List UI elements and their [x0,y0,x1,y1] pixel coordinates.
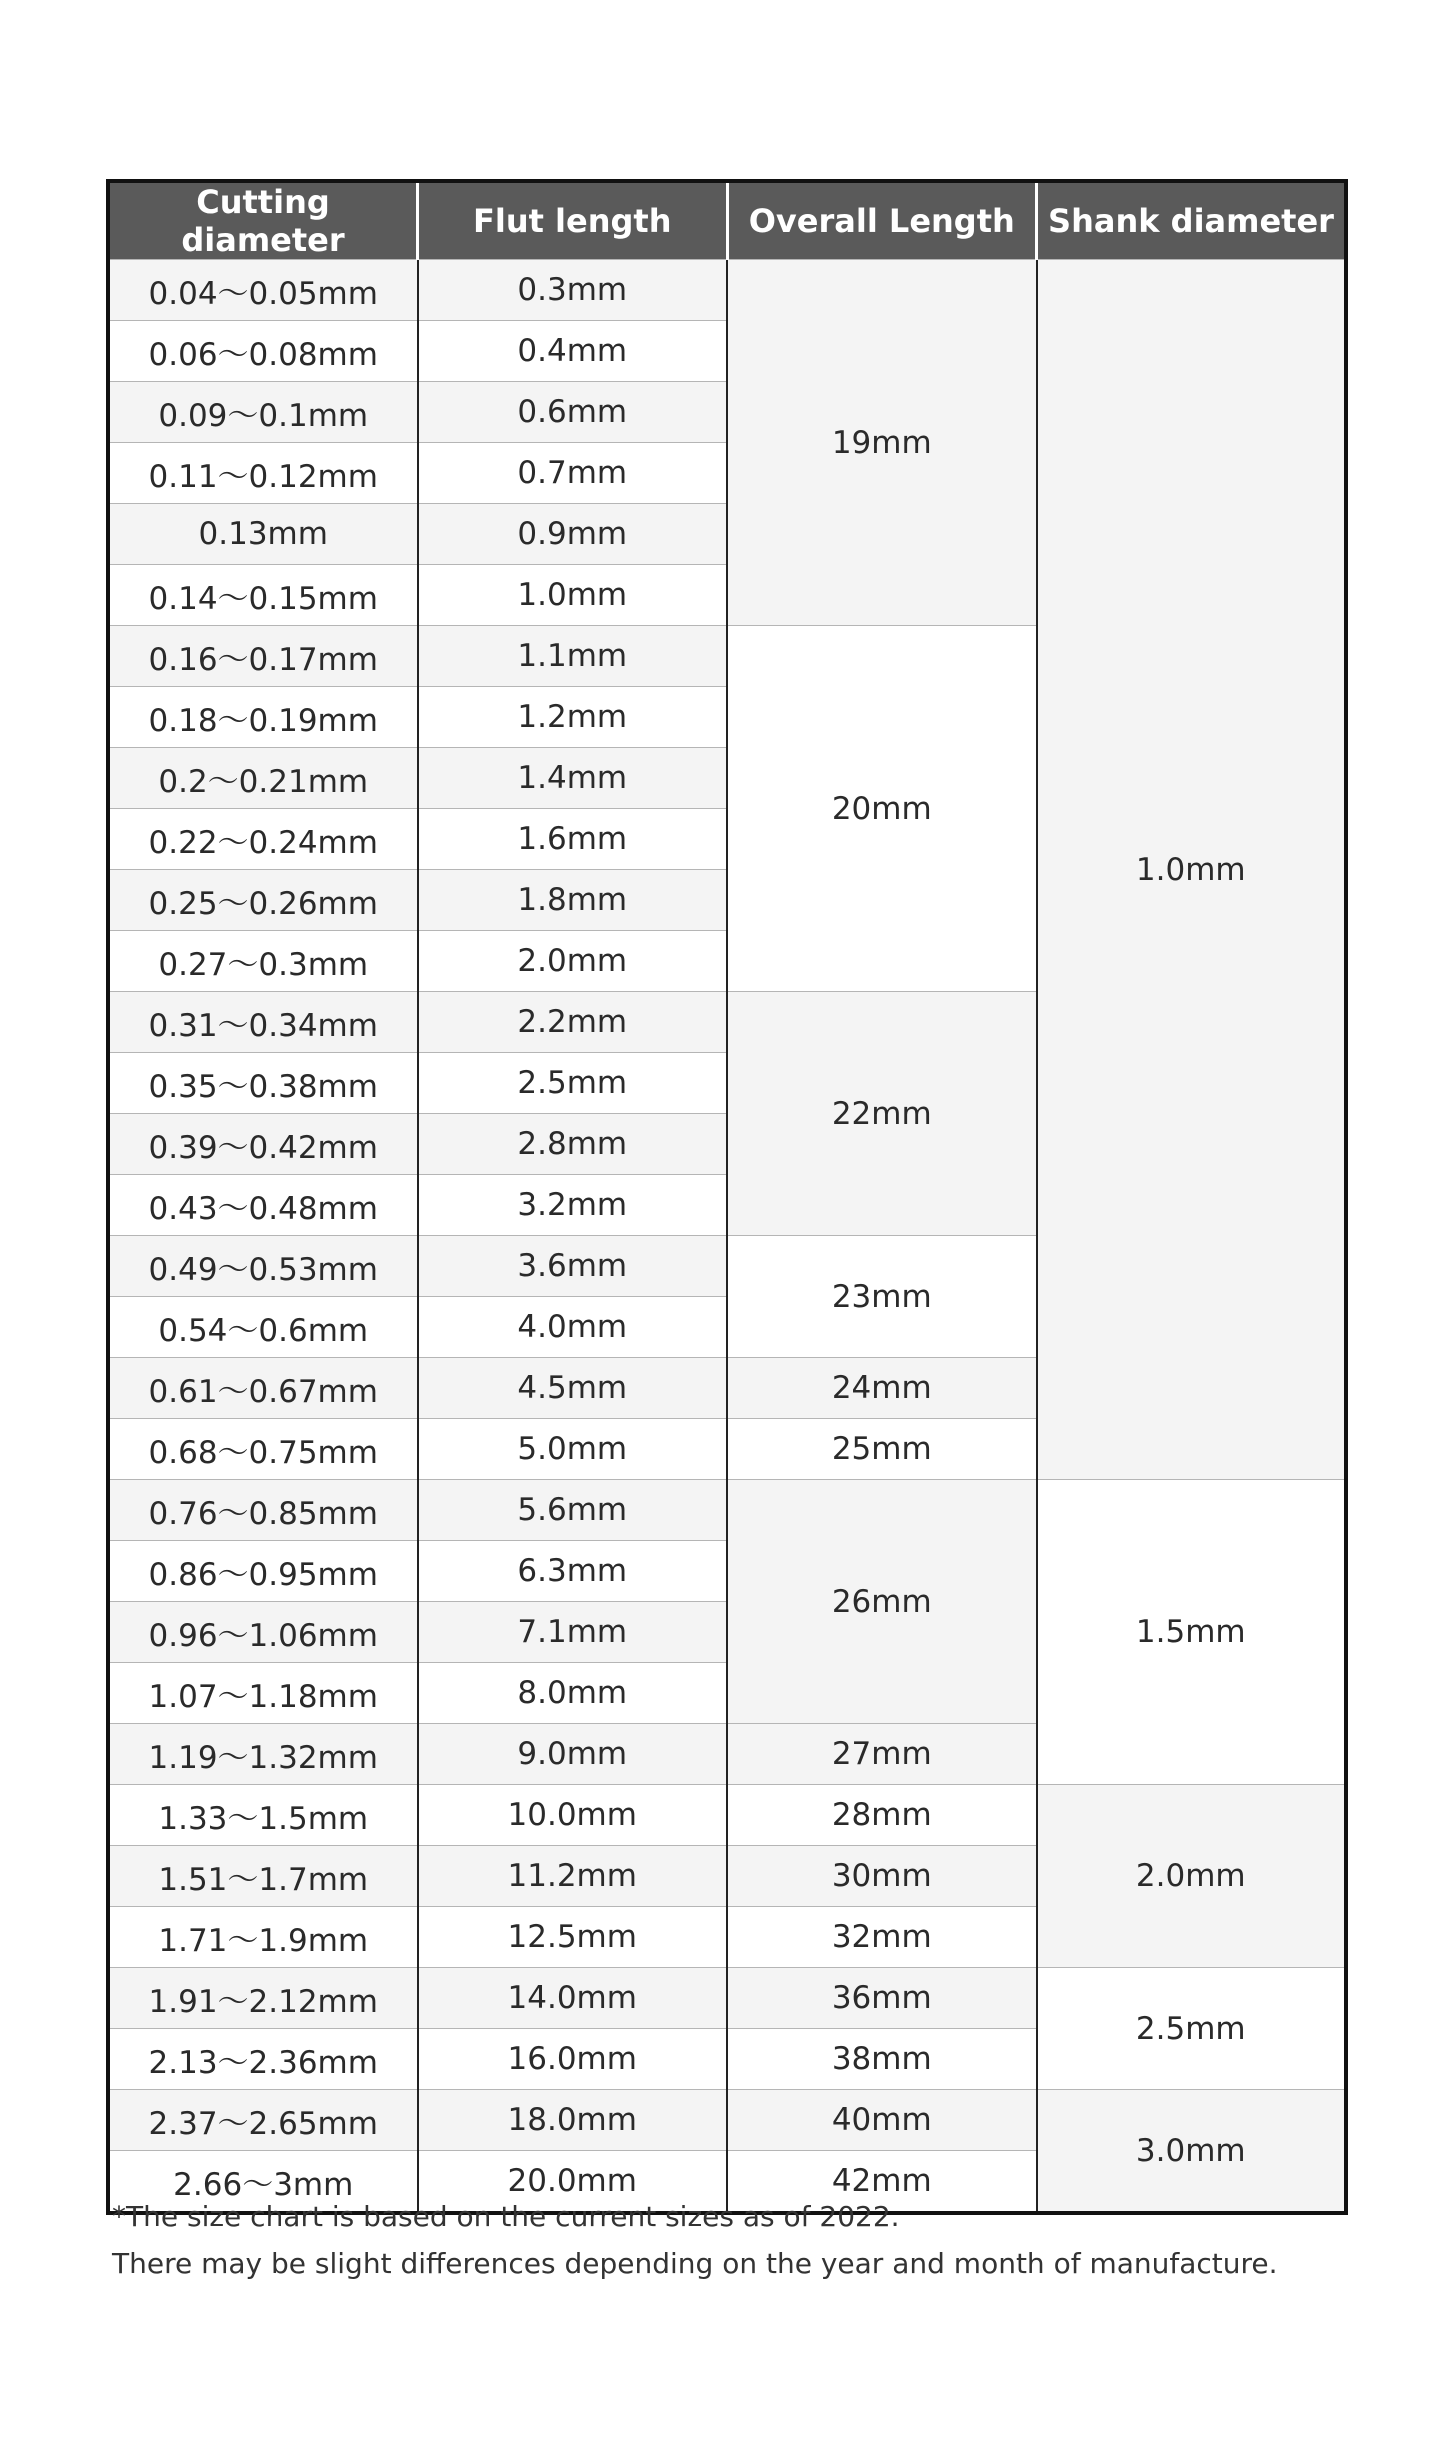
cutting-diameter-cell: 1.71～1.9mm [108,1907,418,1968]
shank-diameter-cell: 2.5mm [1037,1968,1347,2090]
flute-length-cell: 1.1mm [418,626,728,687]
cutting-diameter-cell: 0.18～0.19mm [108,687,418,748]
table-body [108,260,1346,2214]
cutting-diameter-cell: 0.54～0.6mm [108,1297,418,1358]
overall-length-cell: 25mm [727,1419,1037,1480]
overall-length-cell: 40mm [727,2090,1037,2151]
cutting-diameter-cell: 1.91～2.12mm [108,1968,418,2029]
flute-length-cell: 1.2mm [418,687,728,748]
flute-length-cell: 18.0mm [418,2090,728,2151]
flute-length-cell: 5.0mm [418,1419,728,1480]
cutting-diameter-cell: 0.86～0.95mm [108,1541,418,1602]
cutting-diameter-cell: 0.06～0.08mm [108,321,418,382]
cutting-diameter-cell: 0.68～0.75mm [108,1419,418,1480]
cutting-diameter-cell: 0.76～0.85mm [108,1480,418,1541]
flute-length-cell: 4.5mm [418,1358,728,1419]
flute-length-cell: 2.0mm [418,931,728,992]
cutting-diameter-cell: 0.13mm [108,504,418,565]
overall-length-cell: 42mm [727,2151,1037,2214]
cutting-diameter-cell: 0.22～0.24mm [108,809,418,870]
flute-length-cell: 0.3mm [418,260,728,321]
flute-length-cell: 1.0mm [418,565,728,626]
overall-length-cell: 38mm [727,2029,1037,2090]
footnote-size-chart: *The size chart is based on the current sizes as of 2022. [112,2200,900,2233]
table-row [108,1785,1346,1846]
cutting-diameter-cell: 0.61～0.67mm [108,1358,418,1419]
overall-length-cell: 20mm [727,626,1037,992]
size-chart-table [106,179,1348,2215]
flute-length-cell: 2.5mm [418,1053,728,1114]
table-row [108,2090,1346,2151]
shank-diameter-cell: 1.0mm [1037,260,1347,1480]
cutting-diameter-cell: 1.19～1.32mm [108,1724,418,1785]
flute-length-cell: 10.0mm [418,1785,728,1846]
flute-length-cell: 1.8mm [418,870,728,931]
cutting-diameter-cell: 0.11～0.12mm [108,443,418,504]
table-header-row [108,181,1346,260]
flute-length-cell: 8.0mm [418,1663,728,1724]
flute-length-cell: 0.9mm [418,504,728,565]
overall-length-cell: 23mm [727,1236,1037,1358]
shank-diameter-cell: 3.0mm [1037,2090,1347,2214]
cutting-diameter-cell: 2.13～2.36mm [108,2029,418,2090]
cutting-diameter-cell: 0.35～0.38mm [108,1053,418,1114]
flute-length-cell: 3.2mm [418,1175,728,1236]
cutting-diameter-cell: 0.25～0.26mm [108,870,418,931]
flute-length-cell: 1.6mm [418,809,728,870]
table-row [108,1480,1346,1541]
cutting-diameter-cell: 0.04～0.05mm [108,260,418,321]
cutting-diameter-cell: 0.2～0.21mm [108,748,418,809]
flute-length-cell: 7.1mm [418,1602,728,1663]
flute-length-cell: 12.5mm [418,1907,728,1968]
flute-length-cell: 11.2mm [418,1846,728,1907]
cutting-diameter-cell: 0.49～0.53mm [108,1236,418,1297]
flute-length-cell: 5.6mm [418,1480,728,1541]
flute-length-cell: 6.3mm [418,1541,728,1602]
shank-diameter-cell: 1.5mm [1037,1480,1347,1785]
flute-length-cell: 20.0mm [418,2151,728,2214]
overall-length-cell: 36mm [727,1968,1037,2029]
header-overall-length: Overall Length [727,181,1037,260]
cutting-diameter-cell: 1.07～1.18mm [108,1663,418,1724]
overall-length-cell: 22mm [727,992,1037,1236]
overall-length-cell: 30mm [727,1846,1037,1907]
flute-length-cell: 1.4mm [418,748,728,809]
table-row [108,1968,1346,2029]
header-shank-diameter: Shank diameter [1037,181,1347,260]
cutting-diameter-cell: 0.27～0.3mm [108,931,418,992]
footnote-manufacture-difference: There may be slight differences depending on the year and month of manufacture. [112,2247,1278,2280]
flute-length-cell: 0.6mm [418,382,728,443]
cutting-diameter-cell: 0.96～1.06mm [108,1602,418,1663]
overall-length-cell: 27mm [727,1724,1037,1785]
overall-length-cell: 19mm [727,260,1037,626]
shank-diameter-cell: 2.0mm [1037,1785,1347,1968]
overall-length-cell: 26mm [727,1480,1037,1724]
overall-length-cell: 32mm [727,1907,1037,1968]
flute-length-cell: 4.0mm [418,1297,728,1358]
flute-length-cell: 14.0mm [418,1968,728,2029]
cutting-diameter-cell: 1.51～1.7mm [108,1846,418,1907]
flute-length-cell: 0.4mm [418,321,728,382]
table-row [108,260,1346,321]
cutting-diameter-cell: 2.37～2.65mm [108,2090,418,2151]
flute-length-cell: 2.2mm [418,992,728,1053]
flute-length-cell: 3.6mm [418,1236,728,1297]
flute-length-cell: 2.8mm [418,1114,728,1175]
header-flute-length: Flut length [418,181,728,260]
cutting-diameter-cell: 2.66～3mm [108,2151,418,2214]
cutting-diameter-cell: 0.09～0.1mm [108,382,418,443]
flute-length-cell: 9.0mm [418,1724,728,1785]
header-cutting-diameter: Cutting diameter [108,181,418,260]
cutting-diameter-cell: 0.14～0.15mm [108,565,418,626]
flute-length-cell: 16.0mm [418,2029,728,2090]
overall-length-cell: 28mm [727,1785,1037,1846]
overall-length-cell: 24mm [727,1358,1037,1419]
cutting-diameter-cell: 0.31～0.34mm [108,992,418,1053]
cutting-diameter-cell: 0.16～0.17mm [108,626,418,687]
flute-length-cell: 0.7mm [418,443,728,504]
cutting-diameter-cell: 0.43～0.48mm [108,1175,418,1236]
cutting-diameter-cell: 0.39～0.42mm [108,1114,418,1175]
cutting-diameter-cell: 1.33～1.5mm [108,1785,418,1846]
